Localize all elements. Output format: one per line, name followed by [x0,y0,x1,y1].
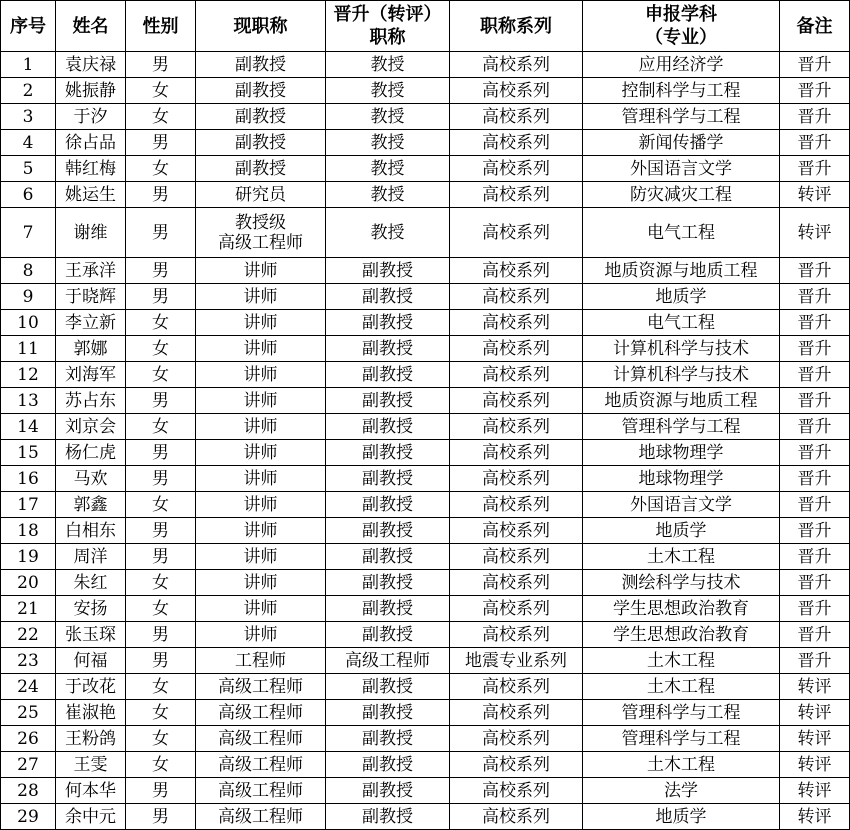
cell-subject: 计算机科学与技术 [583,336,780,362]
cell-series: 高校系列 [450,752,583,778]
cell-target-title: 副教授 [326,388,450,414]
cell-subject: 地质学 [583,804,780,830]
cell-target-title: 副教授 [326,362,450,388]
cell-current-title: 副教授 [196,104,326,130]
cell-target-title: 教授 [326,182,450,208]
table-row [1,440,850,466]
cell-series: 高校系列 [450,414,583,440]
cell-subject: 土木工程 [583,752,780,778]
cell-name: 韩红梅 [56,156,126,182]
table-row [1,310,850,336]
cell-seq: 29 [1,804,56,830]
cell-current-title: 讲师 [196,258,326,284]
cell-seq: 19 [1,544,56,570]
cell-current-title: 讲师 [196,518,326,544]
table-row [1,492,850,518]
header-promote-title-line2: 职称 [369,27,406,48]
header-subject [583,1,780,52]
cell-gender: 女 [126,596,196,622]
cell-remark: 转评 [780,182,850,208]
cell-subject: 土木工程 [583,674,780,700]
cell-subject: 计算机科学与技术 [583,362,780,388]
cell-gender: 女 [126,156,196,182]
cell-remark: 转评 [780,804,850,830]
cell-seq: 13 [1,388,56,414]
cell-name: 朱红 [56,570,126,596]
cell-seq: 14 [1,414,56,440]
cell-gender: 男 [126,388,196,414]
table-row [1,78,850,104]
cell-seq: 4 [1,130,56,156]
cell-remark: 晋升 [780,336,850,362]
table-row [1,622,850,648]
cell-current-title: 讲师 [196,284,326,310]
cell-gender: 女 [126,310,196,336]
cell-current-title: 讲师 [196,466,326,492]
cell-target-title: 教授 [326,104,450,130]
cell-series: 高校系列 [450,284,583,310]
cell-remark: 转评 [780,208,850,258]
cell-gender: 男 [126,518,196,544]
table-row [1,726,850,752]
cell-name: 白相东 [56,518,126,544]
cell-target-title: 教授 [326,156,450,182]
cell-seq: 16 [1,466,56,492]
cell-gender: 男 [126,804,196,830]
cell-subject: 地质学 [583,284,780,310]
cell-gender: 女 [126,752,196,778]
cell-seq: 1 [1,52,56,78]
cell-subject: 管理科学与工程 [583,726,780,752]
cell-target-title: 副教授 [326,752,450,778]
cell-name: 徐占品 [56,130,126,156]
table-row [1,648,850,674]
cell-seq: 3 [1,104,56,130]
table-row [1,778,850,804]
table-row [1,700,850,726]
cell-remark: 晋升 [780,440,850,466]
cell-series: 高校系列 [450,336,583,362]
cell-seq: 21 [1,596,56,622]
cell-name: 于汐 [56,104,126,130]
cell-current-title: 高级工程师 [196,674,326,700]
cell-remark: 晋升 [780,596,850,622]
cell-current-title: 讲师 [196,544,326,570]
cell-name: 杨仁虎 [56,440,126,466]
cell-series: 高校系列 [450,596,583,622]
cell-series: 高校系列 [450,518,583,544]
cell-remark: 晋升 [780,466,850,492]
table-row [1,104,850,130]
cell-gender: 男 [126,130,196,156]
cell-target-title: 副教授 [326,414,450,440]
header-promote-title [326,1,450,52]
cell-series: 高校系列 [450,156,583,182]
cell-subject: 地质学 [583,518,780,544]
cell-subject: 管理科学与工程 [583,700,780,726]
cell-name: 郭娜 [56,336,126,362]
table-row [1,466,850,492]
cell-name: 王雯 [56,752,126,778]
cell-current-title-line1: 教授级 [235,212,286,233]
header-promote-title-line1: 晋升（转评） [333,4,442,25]
header-series: 职称系列 [450,1,583,52]
cell-seq: 24 [1,674,56,700]
cell-current-title: 高级工程师 [196,752,326,778]
cell-name: 余中元 [56,804,126,830]
table-row [1,258,850,284]
cell-seq: 15 [1,440,56,466]
table-row [1,752,850,778]
cell-current-title [196,208,326,258]
cell-seq: 6 [1,182,56,208]
cell-name: 王粉鸽 [56,726,126,752]
cell-subject: 地球物理学 [583,440,780,466]
cell-gender: 男 [126,208,196,258]
cell-name: 姚运生 [56,182,126,208]
cell-current-title: 高级工程师 [196,804,326,830]
cell-name: 马欢 [56,466,126,492]
cell-seq: 11 [1,336,56,362]
cell-seq: 25 [1,700,56,726]
cell-gender: 女 [126,674,196,700]
cell-target-title: 副教授 [326,310,450,336]
cell-seq: 27 [1,752,56,778]
cell-series: 高校系列 [450,130,583,156]
cell-subject: 管理科学与工程 [583,104,780,130]
cell-seq: 7 [1,208,56,258]
cell-seq: 18 [1,518,56,544]
cell-subject: 测绘科学与技术 [583,570,780,596]
cell-gender: 男 [126,648,196,674]
cell-current-title: 讲师 [196,414,326,440]
cell-gender: 男 [126,284,196,310]
cell-subject: 地质资源与地质工程 [583,258,780,284]
cell-current-title: 讲师 [196,596,326,622]
cell-seq: 20 [1,570,56,596]
cell-series: 高校系列 [450,466,583,492]
table-row [1,596,850,622]
cell-target-title: 教授 [326,208,450,258]
cell-name: 刘京会 [56,414,126,440]
cell-gender: 男 [126,440,196,466]
cell-target-title: 副教授 [326,596,450,622]
header-row [1,1,850,52]
cell-seq: 2 [1,78,56,104]
cell-subject: 外国语言文学 [583,492,780,518]
cell-target-title: 副教授 [326,622,450,648]
cell-series: 高校系列 [450,492,583,518]
cell-current-title: 讲师 [196,336,326,362]
cell-gender: 男 [126,52,196,78]
cell-gender: 男 [126,258,196,284]
cell-current-title: 讲师 [196,570,326,596]
cell-gender: 男 [126,778,196,804]
cell-gender: 男 [126,182,196,208]
cell-remark: 晋升 [780,156,850,182]
cell-series: 高校系列 [450,208,583,258]
cell-subject: 地球物理学 [583,466,780,492]
cell-seq: 9 [1,284,56,310]
cell-series: 高校系列 [450,310,583,336]
cell-target-title: 副教授 [326,778,450,804]
cell-current-title: 高级工程师 [196,700,326,726]
cell-gender: 男 [126,466,196,492]
cell-remark: 转评 [780,726,850,752]
cell-remark: 转评 [780,674,850,700]
cell-current-title: 讲师 [196,388,326,414]
cell-series: 高校系列 [450,570,583,596]
cell-series: 高校系列 [450,182,583,208]
cell-target-title: 副教授 [326,804,450,830]
cell-current-title: 讲师 [196,440,326,466]
table-row [1,130,850,156]
cell-remark: 晋升 [780,284,850,310]
cell-target-title: 教授 [326,52,450,78]
cell-remark: 晋升 [780,130,850,156]
table-row [1,414,850,440]
cell-seq: 23 [1,648,56,674]
cell-seq: 10 [1,310,56,336]
cell-seq: 26 [1,726,56,752]
cell-series: 高校系列 [450,258,583,284]
cell-remark: 晋升 [780,362,850,388]
cell-series: 地震专业系列 [450,648,583,674]
cell-gender: 女 [126,700,196,726]
cell-target-title: 副教授 [326,518,450,544]
cell-target-title: 副教授 [326,336,450,362]
cell-series: 高校系列 [450,674,583,700]
cell-remark: 晋升 [780,492,850,518]
cell-remark: 晋升 [780,414,850,440]
table-row [1,284,850,310]
cell-current-title: 副教授 [196,78,326,104]
header-subject-line1: 申报学科 [645,4,717,25]
cell-name: 于晓辉 [56,284,126,310]
header-current-title: 现职称 [196,1,326,52]
cell-remark: 晋升 [780,78,850,104]
cell-name: 李立新 [56,310,126,336]
cell-remark: 晋升 [780,570,850,596]
cell-current-title: 讲师 [196,362,326,388]
cell-series: 高校系列 [450,622,583,648]
table-body [1,52,850,830]
cell-current-title: 讲师 [196,492,326,518]
cell-current-title: 高级工程师 [196,778,326,804]
cell-remark: 转评 [780,752,850,778]
cell-name: 姚振静 [56,78,126,104]
table-row [1,208,850,258]
cell-target-title: 副教授 [326,492,450,518]
cell-remark: 晋升 [780,258,850,284]
cell-gender: 女 [126,726,196,752]
cell-target-title: 副教授 [326,674,450,700]
cell-target-title: 副教授 [326,258,450,284]
cell-series: 高校系列 [450,726,583,752]
cell-remark: 晋升 [780,388,850,414]
table-row [1,674,850,700]
cell-gender: 女 [126,362,196,388]
header-subject-line2: （专业） [645,27,717,48]
cell-subject: 学生思想政治教育 [583,622,780,648]
cell-subject: 土木工程 [583,648,780,674]
cell-name: 袁庆禄 [56,52,126,78]
cell-target-title: 教授 [326,78,450,104]
cell-subject: 防灾减灾工程 [583,182,780,208]
cell-current-title: 讲师 [196,310,326,336]
cell-series: 高校系列 [450,362,583,388]
cell-current-title: 副教授 [196,156,326,182]
cell-remark: 晋升 [780,104,850,130]
cell-name: 何本华 [56,778,126,804]
cell-series: 高校系列 [450,104,583,130]
cell-gender: 男 [126,544,196,570]
table-row [1,362,850,388]
cell-subject: 土木工程 [583,544,780,570]
table-row [1,804,850,830]
cell-target-title: 副教授 [326,284,450,310]
cell-series: 高校系列 [450,388,583,414]
cell-name: 安扬 [56,596,126,622]
cell-subject: 电气工程 [583,208,780,258]
cell-name: 何福 [56,648,126,674]
cell-name: 张玉琛 [56,622,126,648]
cell-name: 苏占东 [56,388,126,414]
cell-seq: 28 [1,778,56,804]
table-row [1,388,850,414]
cell-remark: 晋升 [780,544,850,570]
cell-name: 谢维 [56,208,126,258]
cell-subject: 外国语言文学 [583,156,780,182]
cell-subject: 新闻传播学 [583,130,780,156]
cell-remark: 晋升 [780,310,850,336]
cell-seq: 12 [1,362,56,388]
cell-current-title: 高级工程师 [196,726,326,752]
cell-series: 高校系列 [450,804,583,830]
cell-current-title: 副教授 [196,130,326,156]
cell-remark: 晋升 [780,518,850,544]
cell-remark: 晋升 [780,648,850,674]
cell-series: 高校系列 [450,544,583,570]
cell-series: 高校系列 [450,52,583,78]
cell-name: 刘海军 [56,362,126,388]
cell-remark: 晋升 [780,622,850,648]
cell-target-title: 副教授 [326,466,450,492]
cell-gender: 女 [126,492,196,518]
cell-remark: 转评 [780,778,850,804]
cell-remark: 转评 [780,700,850,726]
cell-subject: 电气工程 [583,310,780,336]
cell-current-title: 副教授 [196,52,326,78]
cell-target-title: 副教授 [326,700,450,726]
table-row [1,544,850,570]
table-row [1,336,850,362]
cell-remark: 晋升 [780,52,850,78]
cell-subject: 控制科学与工程 [583,78,780,104]
cell-target-title: 副教授 [326,726,450,752]
cell-target-title: 高级工程师 [326,648,450,674]
cell-gender: 男 [126,622,196,648]
cell-series: 高校系列 [450,778,583,804]
cell-target-title: 副教授 [326,570,450,596]
table-row [1,156,850,182]
header-gender: 性别 [126,1,196,52]
table-row [1,52,850,78]
cell-name: 王承洋 [56,258,126,284]
cell-gender: 女 [126,414,196,440]
cell-name: 于改花 [56,674,126,700]
header-seq: 序号 [1,1,56,52]
cell-subject: 应用经济学 [583,52,780,78]
cell-name: 郭鑫 [56,492,126,518]
cell-series: 高校系列 [450,700,583,726]
header-name: 姓名 [56,1,126,52]
cell-seq: 22 [1,622,56,648]
cell-target-title: 副教授 [326,440,450,466]
cell-subject: 地质资源与地质工程 [583,388,780,414]
cell-subject: 学生思想政治教育 [583,596,780,622]
table-row [1,518,850,544]
cell-current-title: 工程师 [196,648,326,674]
cell-subject: 法学 [583,778,780,804]
cell-series: 高校系列 [450,78,583,104]
cell-series: 高校系列 [450,440,583,466]
cell-seq: 5 [1,156,56,182]
cell-target-title: 副教授 [326,544,450,570]
cell-gender: 女 [126,104,196,130]
cell-target-title: 教授 [326,130,450,156]
cell-current-title: 讲师 [196,622,326,648]
header-remark: 备注 [780,1,850,52]
cell-seq: 17 [1,492,56,518]
cell-gender: 女 [126,78,196,104]
cell-name: 周洋 [56,544,126,570]
cell-current-title-line2: 高级工程师 [218,232,303,253]
cell-current-title: 研究员 [196,182,326,208]
table-row [1,570,850,596]
cell-gender: 女 [126,570,196,596]
cell-subject: 管理科学与工程 [583,414,780,440]
table-row [1,182,850,208]
cell-gender: 女 [126,336,196,362]
cell-name: 崔淑艳 [56,700,126,726]
cell-seq: 8 [1,258,56,284]
